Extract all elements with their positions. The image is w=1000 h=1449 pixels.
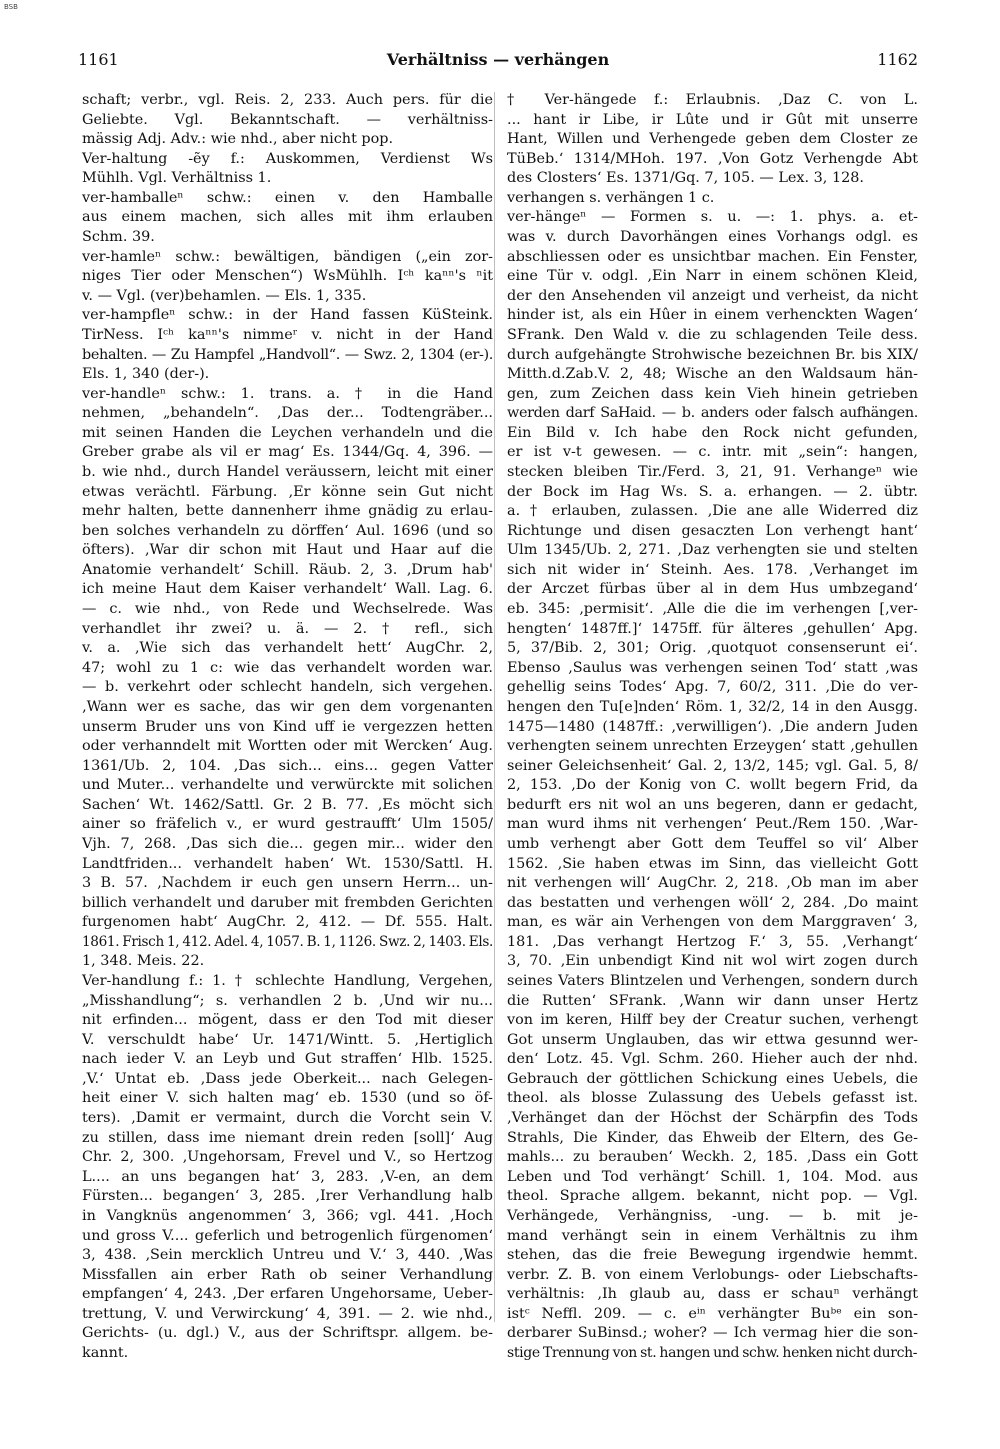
text-line: verhangen s. verhängen 1 c.	[507, 189, 715, 206]
text-line: TüBeb.‘ 1314/MHoh. 197. ‚Von Gotz Verhengde Abt	[507, 150, 918, 167]
right-column	[507, 91, 918, 1364]
text-line: Missfallen ain erber Rath ob seiner Verhandlung	[82, 1266, 493, 1283]
text-line: mand verhängt sein in einem Verhältnis zu ihm	[507, 1227, 918, 1244]
text-line: die Rutten‘ SFrank. ‚Wann wir dann unser Hertz	[507, 992, 918, 1009]
text-line: heit einer V. sich halten mag‘ eb. 1530 (und so öf-	[82, 1090, 493, 1107]
text-line: werden darf SaHaid. — b. anders oder falsch aufhängen.	[507, 405, 918, 422]
text-line: Schm. 39.	[82, 229, 155, 246]
text-line: — b. verkehrt oder schlecht handeln, sich vergehen.	[82, 679, 493, 696]
text-line: Mitth.d.Zab.V. 2, 48; Wische an den Waldsaum hän-	[507, 366, 918, 383]
text-line: billich verhandelt und daruber mit frembden Gerichten	[82, 894, 493, 911]
text-line: ver-hamleⁿ schw.: bewältigen, bändigen („ein zor-	[82, 248, 493, 265]
text-line: mässig Adj. Adv.: wie nhd., aber nicht pop.	[82, 131, 394, 148]
text-line: Ebenso ‚Saulus was verhengen seinen Tod‘ statt ‚was	[507, 659, 918, 676]
text-line: Hant, Willen und Verhengede geben dem Closter ze	[507, 131, 918, 148]
text-line: V. verschuldt habe‘ Ur. 1471/Wintt. 5. ‚Hertiglich	[82, 1031, 493, 1048]
text-line: ver-hampfleⁿ schw.: in der Hand fassen KüSteink.	[82, 307, 493, 324]
text-line: des Closters‘ Es. 1371/Gq. 7, 105. — Lex. 3, 128.	[507, 170, 864, 187]
text-line: verhältnis: ‚Ih glaub au, dass er schauⁿ verhängt	[507, 1286, 918, 1303]
text-line: ‚V.‘ Untat eb. ‚Dass jede Oberkeit... nach Gelegen-	[82, 1070, 493, 1087]
text-line: v. — Vgl. (ver)behamlen. — Els. 1, 335.	[82, 287, 367, 304]
text-line: und Muter... verhandelte und verwürckte mit solichen	[82, 777, 493, 794]
library-stamp: BSB	[4, 3, 18, 11]
text-line: hengten‘ 1487ff.]‘ 1475ff. für älteres ‚gehullen‘ Apg.	[507, 620, 918, 637]
text-line: Landtfriden... verhandelt haben‘ Wt. 1530/Sattl. H.	[82, 855, 493, 872]
text-line: man, es wär ain Verhengen von dem Marggraven‘ 3,	[507, 914, 918, 931]
text-line: SFrank. Den Wald v. die zu schlagenden Teile dess.	[507, 326, 918, 343]
page-number-right: 1162	[877, 50, 918, 69]
text-line: stecken bleiben Tir./Ferd. 3, 21, 91. Verhangeⁿ wie	[507, 463, 918, 480]
text-line: Gerichts- (u. dgl.) V., aus der Schriftspr. allgem. be-	[82, 1325, 493, 1342]
text-line: stehen, das die freie Bewegung irgendwie hemmt.	[507, 1247, 918, 1264]
text-line: nach ieder V. an Leyb und Gut straffen‘ Hlb. 1525.	[82, 1051, 493, 1068]
text-line: etwas verächtl. Färbung. ‚Er könne sein Gut nicht	[82, 483, 493, 500]
text-line: sich nit wider in‘ Steinh. Aes. 178. ‚Verhanget im	[507, 561, 918, 578]
text-line: 5, 37/Bib. 2, 301; Orig. ‚quotquot consenserunt ei‘.	[507, 640, 918, 657]
text-line: nit erfinden... mögent, dass er den Tod mit dieser	[82, 1012, 493, 1029]
text-line: was v. durch Davorhängen eines Vorhangs odgl. es	[507, 229, 918, 246]
text-line: ver-handleⁿ schw.: 1. trans. a. † in die Hand	[82, 385, 493, 402]
text-line: zu stillen, dass ime niemant drein reden [soll]‘ Aug	[82, 1129, 493, 1146]
text-line: ‚Verhänget dan der Höchst der Schärpfin des Tods	[507, 1110, 918, 1127]
text-line: b. wie nhd., durch Handel veräussern, leicht mit einer	[82, 463, 493, 480]
left-column	[82, 91, 493, 1364]
text-line: Leben und Tod verhängt‘ Schill. 1, 104. Mod. aus	[507, 1168, 918, 1185]
text-line: nit verhengen will‘ AugChr. 2, 218. ‚Ob man im aber	[507, 875, 918, 892]
text-line: Ver-haltung -ẽy f.: Auskommen, Verdienst Ws	[82, 150, 493, 167]
text-line: mit seinen Handen die Leychen verhandeln und die	[82, 424, 493, 441]
text-line: und gross V.... geferlich und betrogenlich fürgenomen‘	[82, 1227, 493, 1244]
text-line: Anatomie verhandelt‘ Schill. Räub. 2, 3. ‚Drum hab'	[82, 561, 493, 578]
text-line: Chr. 2, 300. ‚Ungehorsam, Frevel und V., so Hertzog	[82, 1149, 493, 1166]
text-line: Ein Bild v. Ich habe den Rock nicht gefunden,	[507, 424, 918, 441]
text-line: L.... an uns begangen hat‘ 3, 283. ‚V-en, an dem	[82, 1168, 493, 1185]
text-line: Strahls, Die Kinder, das Ehweib der Eltern, des Ge-	[507, 1129, 918, 1146]
text-line: verhandlet ihr zwei? u. ä. — 2. † refl., sich	[82, 620, 493, 637]
text-line: gehellig seins Todes‘ Apg. 7, 60/2, 311. ‚Die do ver-	[507, 679, 918, 696]
text-line: † Ver-hängede f.: Erlaubnis. ‚Daz C. von L.	[507, 92, 918, 108]
text-line: 181. ‚Das verhangt Hertzog F.‘ 3, 55. ‚Verhangt‘	[507, 933, 918, 950]
text-line: Gebrauch der göttlichen Schickung eines Uebels, die	[507, 1070, 918, 1087]
text-line: Els. 1, 340 (der-).	[82, 366, 210, 383]
text-line: Ver-handlung f.: 1. † schlechte Handlung, Vergehen,	[82, 973, 493, 990]
text-line: istᶜ Neffl. 209. — c. eⁱⁿ verhängter Buᵇᵉ ein son-	[507, 1305, 918, 1322]
page-number-left: 1161	[78, 50, 119, 69]
page-header	[78, 50, 918, 74]
text-line: oder verhanndelt mit Wortten oder mit Wercken‘ Aug.	[82, 738, 493, 755]
text-line: kannt.	[82, 1345, 129, 1361]
text-line: 1562. ‚Sie haben etwas im Sinn, das vielleicht Gott	[507, 855, 918, 872]
text-line: Fürsten... begangen‘ 3, 285. ‚Irer Verhandlung halb	[82, 1188, 493, 1205]
text-line: niges Tier oder Menschen“) WsMühlh. Iᶜʰ kaⁿⁿ's ⁿit	[82, 268, 493, 285]
text-line: furgenomen habt‘ AugChr. 2, 412. — Df. 555. Halt.	[82, 914, 493, 931]
text-line: Ulm 1345/Ub. 2, 271. ‚Daz verhengten sie und stelten	[507, 542, 918, 559]
text-line: ich meine Haut dem Kaiser verhandelt‘ Wall. Lag. 6.	[82, 581, 493, 598]
text-line: stige Trennung von st. hangen und schw. henken nicht durch-	[507, 1345, 918, 1361]
text-line: Vjh. 7, 268. ‚Das sich die... gegen mir... wider den	[82, 835, 493, 852]
text-line: v. a. ‚Wie sich das verhandelt hett‘ AugChr. 2,	[82, 640, 493, 657]
text-line: verhengten seinem unrechten Erzeygen‘ statt ‚gehullen	[507, 738, 918, 755]
text-line: hinder ist, als ein Hûer in einem verhenckten Wagen‘	[507, 307, 918, 324]
text-line: Greber grabe als vil er mag‘ Es. 1344/Gq. 4, 396. —	[82, 444, 493, 461]
text-line: eb. 345: ‚permisit‘. ‚Alle die die im verhengen [‚ver-	[507, 601, 918, 618]
text-line: 1, 348. Meis. 22.	[82, 953, 205, 970]
text-line: bedurft ers nit wol an uns begeren, dann er gedacht,	[507, 796, 918, 813]
text-line: ‚Wann wer es sache, das wir gen dem vorgenanten	[82, 698, 493, 715]
text-line: hengen den Tu[e]nden‘ Röm. 1, 32/2, 14 in den Ausgg.	[507, 698, 918, 715]
text-line: „Misshandlung“; s. verhandlen 2 b. ‚Und wir nu...	[82, 992, 493, 1009]
text-line: eine Tür v. odgl. ‚Ein Narr in einem schönen Kleid,	[507, 268, 918, 285]
text-line: 1475—1480 (1487ff.: ‚verwilligen‘). ‚Die andern Juden	[507, 718, 918, 735]
text-line: Geliebte. Vgl. Bekanntschaft. — verhältniss-	[82, 111, 493, 128]
text-line: der Bock im Hag Ws. S. a. erhangen. — 2. übtr.	[507, 483, 918, 500]
text-line: abschliessen oder es unsichtbar machen. Ein Fenster,	[507, 248, 918, 265]
text-line: empfangen‘ 4, 243. ‚Der erfaren Ungehorsame, Ueber-	[82, 1286, 493, 1303]
text-line: der den Ansehenden vil anzeigt und verheist, da nicht	[507, 287, 918, 304]
text-line: umb verhengt aber Gott dem Teuffel so vil‘ Alber	[507, 835, 918, 852]
text-line: man wurd ihms nit verhengen‘ Peut./Rem 150. ‚War-	[507, 816, 918, 833]
running-title: Verhältniss — verhängen	[386, 50, 610, 69]
text-line: ainer so fräfelich v., er wurd gestraufft‘ Ulm 1505/	[82, 816, 493, 833]
text-line: den‘ Lotz. 45. Vgl. Schm. 260. Hieher auch der nhd.	[507, 1051, 918, 1068]
text-line: verbr. Z. B. von einem Verlobungs- oder Liebschafts-	[507, 1266, 918, 1283]
text-line: ben solches verhandeln zu dörffen‘ Aul. 1696 (und so	[82, 522, 493, 539]
text-line: trettung, V. und Verwirckung‘ 4, 391. — 2. wie nhd.,	[82, 1305, 493, 1322]
text-line: mehr halten, bette dannenherr ihme gnädig zu erlau-	[82, 503, 493, 520]
text-line: er ist v-t gewesen. — c. intr. mit „sein“: hangen,	[507, 444, 918, 461]
text-line: 3, 70. ‚Ein unbendigt Kind nit wol wirt zogen durch	[507, 953, 918, 970]
text-line: aus einem machen, sich alles mit ihm erlauben	[82, 209, 493, 226]
text-line: schaft; verbr., vgl. Reis. 2, 233. Auch pers. für die	[82, 92, 493, 108]
text-line: mahls... zu berauben‘ Weckh. 2, 185. ‚Dass ein Gott	[507, 1149, 918, 1166]
text-line: Mühlh. Vgl. Verhältniss 1.	[82, 170, 272, 187]
text-line: seiner Geleichsenheit‘ Gal. 2, 13/2, 145; vgl. Gal. 5, 8/	[507, 757, 918, 774]
text-line: 1361/Ub. 2, 104. ‚Das sich... eins... gegen Vatter	[82, 757, 493, 774]
text-line: ters). ‚Damit er vermaint, durch die Vorcht sein V.	[82, 1110, 493, 1127]
column-divider	[494, 92, 495, 1322]
text-line: Sachen‘ Wt. 1462/Sattl. Gr. 2 B. 77. ‚Es möcht sich	[82, 796, 493, 813]
text-line: behalten. — Zu Hampfel „Handvoll“. — Swz. 2, 1304 (er-).	[82, 346, 493, 363]
text-line: ... hant ir Libe, ir Lûte und ir Gût mit unserre	[507, 111, 918, 128]
text-line: durch aufgehängte Strohwische bezeichnen Br. bis XIX/	[507, 346, 918, 363]
text-line: der Arczet fürbas über al in dem Hus umbzegand‘	[507, 581, 918, 598]
text-line: 3 B. 57. ‚Nachdem ir euch gen unsern Herrn... un-	[82, 875, 493, 892]
text-line: TirNess. Iᶜʰ kaⁿⁿ's nimmeʳ v. nicht in der Hand	[82, 326, 493, 343]
text-line: seines Vaters Blintzelen und Verhengen, sondern durch	[507, 973, 918, 990]
text-line: a. † erlauben, zulassen. ‚Die ane alle Widerred diz	[507, 503, 918, 520]
text-line: Verhängede, Verhängniss, -ung. — b. mit je-	[507, 1207, 918, 1224]
text-line: gen, zum Zeichen dass kein Vieh hinein getrieben	[507, 385, 918, 402]
text-line: das bestatten und verhengen wöll‘ 2, 284. ‚Do maint	[507, 894, 918, 911]
text-line: 2, 153. ‚Do der Konig von C. wollt begern Frid, da	[507, 777, 918, 794]
text-line: theol. als blosse Zulassung des Uebels gefasst ist.	[507, 1090, 918, 1107]
text-line: Richtunge und disen gesaczten Lon verhengt hant‘	[507, 522, 918, 539]
text-line: 47; wohl zu 1 c: wie das verhandelt worden war.	[82, 659, 493, 676]
text-line: nehmen, „behandeln“. ‚Das der... Todtengräber...	[82, 405, 493, 422]
text-line: in Vangknüs angenommen‘ 3, 366; vgl. 441. ‚Hoch	[82, 1207, 493, 1224]
text-line: öfters). ‚War dir schon mit Haut und Haar auf die	[82, 542, 493, 559]
text-line: — c. wie nhd., von Rede und Wechselrede. Was	[82, 601, 493, 618]
text-line: 1861. Frisch 1, 412. Adel. 4, 1057. B. 1, 1126. Swz. 2, 1403. Els.	[82, 933, 493, 950]
text-line: unserm Bruder uns von Kind uff ie vergezzen hetten	[82, 718, 493, 735]
text-line: derbarer SuBinsd.; woher? — Ich vermag hier die son-	[507, 1325, 918, 1342]
text-line: Got unserm Unglauben, das wir ettwa gesunnd wer-	[507, 1031, 918, 1048]
text-line: ver-hamballeⁿ schw.: einen v. den Hamballe	[82, 189, 493, 206]
text-line: ver-hängeⁿ — Formen s. u. —: 1. phys. a. et-	[507, 209, 918, 226]
text-line: theol. Sprache allgem. bekannt, nicht pop. — Vgl.	[507, 1188, 918, 1205]
text-line: 3, 438. ‚Sein mercklich Untreu und V.‘ 3, 440. ‚Was	[82, 1247, 493, 1264]
text-line: von im keren, Hilff bey der Creatur suchen, verhengt	[507, 1012, 918, 1029]
